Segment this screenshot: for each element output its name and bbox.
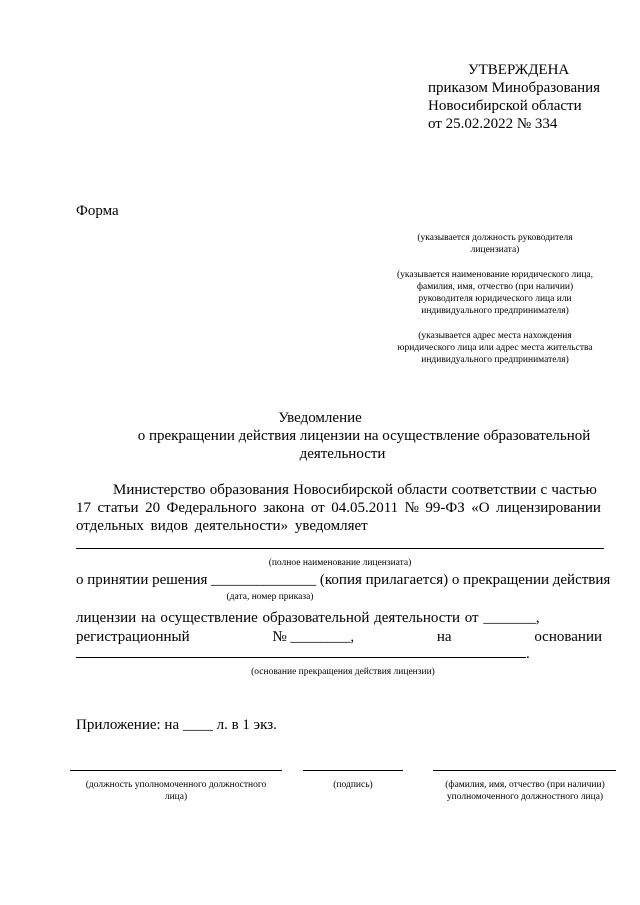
approval-title: УТВЕРЖДЕНА — [468, 62, 570, 78]
body-line-2-word: статьи — [97, 500, 139, 516]
registration-word: № ________, — [272, 629, 355, 645]
position-signature-line[interactable] — [70, 770, 282, 771]
body-line-2-word: 17 — [76, 500, 91, 516]
approval-date: от 25.02.2022 № 334 — [428, 116, 558, 132]
registration-word: регистрационный — [76, 629, 190, 645]
basis-line[interactable] — [76, 657, 526, 658]
basis-hint: (основание прекращения действия лицензии) — [251, 667, 435, 677]
body-line-2-word: закона — [263, 500, 305, 516]
licensee-name-line[interactable] — [76, 548, 604, 549]
notice-subtitle: о прекращении действия лицензии на осуществление образовательной — [137, 428, 591, 444]
notice-title: Уведомление — [278, 410, 362, 426]
registration-word: на — [436, 629, 452, 645]
body-line-2-word: № — [404, 500, 419, 516]
position-hint: (должность уполномоченного должностного лица) — [85, 780, 267, 802]
body-line-2-word: от — [310, 500, 325, 516]
addressee-name-hint: (указывается наименование юридического лица, фамилия, имя, отчество (при наличии) руководителя юридического лица или индивидуального предпринимателя) — [396, 270, 593, 316]
order-date-hint: (дата, номер приказа) — [226, 592, 314, 602]
body-line-2-word: 99-ФЗ — [425, 500, 465, 516]
addressee-address-hint: (указывается адрес места нахождения юридического лица или адрес места жительства индивидуального предпринимателя) — [397, 331, 593, 365]
addressee-position-hint: (указывается должность руководителя лицензиата) — [417, 233, 573, 255]
signature-hint: (подпись) — [333, 780, 373, 790]
body-line-2 — [76, 499, 601, 517]
body-line-2-word: 04.05.2011 — [331, 500, 399, 516]
body-line-2-word: «О — [471, 500, 490, 516]
appendix-text: Приложение: на ____ л. в 1 экз. — [76, 717, 277, 733]
full-name-line[interactable] — [433, 770, 616, 771]
body-line-1: Министерство образования Новосибирской области соответствии с частью — [113, 482, 597, 498]
basis-period: . — [526, 646, 530, 662]
decision-text: о принятии решения ______________ (копия прилагается) о прекращении действия — [76, 572, 611, 588]
notice-subtitle-end: деятельности — [299, 446, 386, 462]
approval-region: Новосибирской области — [428, 98, 582, 114]
approval-order: приказом Минобразования — [428, 80, 601, 96]
registration-line — [76, 628, 602, 646]
body-line-2-word: Федерального — [166, 500, 257, 516]
licensee-name-hint: (полное наименование лицензиата) — [268, 558, 412, 568]
body-line-2-word: лицензировании — [496, 500, 601, 516]
name-hint: (фамилия, имя, отчество (при наличии) уполномоченного должностного лица) — [445, 780, 605, 802]
registration-word: основании — [534, 629, 602, 645]
license-text: лицензии на осуществление образовательной деятельности от _______, — [76, 610, 540, 626]
body-line-3: отдельных видов деятельности» уведомляет — [76, 518, 368, 534]
signature-line[interactable] — [303, 770, 403, 771]
body-line-2-word: 20 — [145, 500, 161, 516]
form-label: Форма — [76, 203, 119, 219]
